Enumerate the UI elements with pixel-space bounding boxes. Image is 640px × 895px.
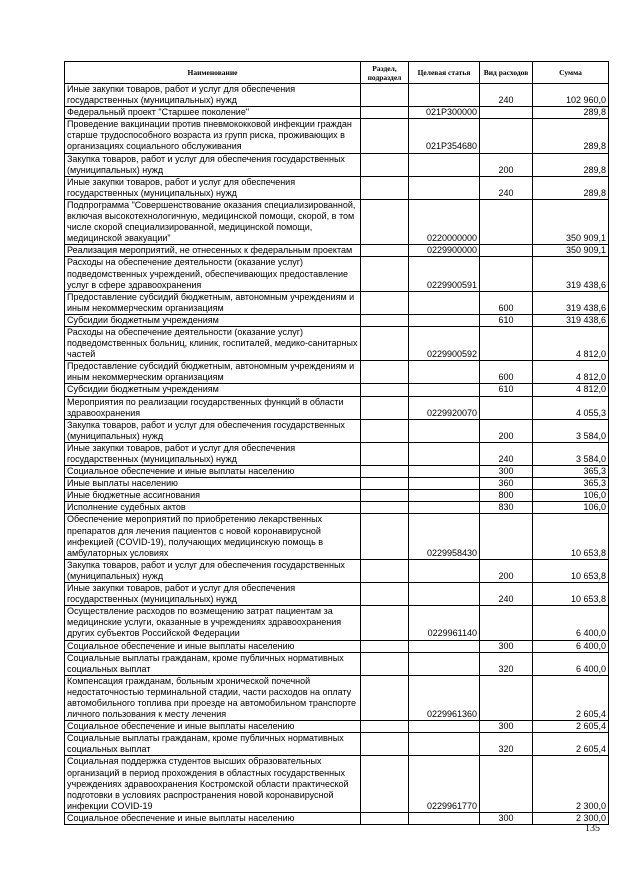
- cell-section: [361, 291, 409, 314]
- cell-name: Иные закупки товаров, работ и услуг для обеспечения государственных (муниципальных) нужд: [65, 84, 361, 107]
- cell-section: [361, 490, 409, 502]
- cell-target: [409, 478, 480, 490]
- table-row: [65, 326, 609, 360]
- table-row: [65, 756, 609, 812]
- cell-target: [409, 640, 480, 652]
- cell-kind: 320: [480, 652, 533, 675]
- cell-kind: 610: [480, 384, 533, 396]
- cell-name: Закупка товаров, работ и услуг для обеспечения государственных (муниципальных) нужд: [65, 153, 361, 176]
- cell-target: 0229900592: [409, 326, 480, 360]
- cell-kind: [480, 257, 533, 291]
- cell-kind: [480, 245, 533, 257]
- page-number: 135: [585, 823, 600, 834]
- cell-kind: 200: [480, 419, 533, 442]
- cell-section: [361, 419, 409, 442]
- cell-section: [361, 640, 409, 652]
- table-row: [65, 478, 609, 490]
- cell-target: [409, 384, 480, 396]
- cell-sum: 106,0: [533, 490, 609, 502]
- cell-name: Предоставление субсидий бюджетным, автономным учреждениям и иным некоммерческим организациям: [65, 361, 361, 384]
- cell-sum: 350 909,1: [533, 245, 609, 257]
- cell-target: [409, 291, 480, 314]
- cell-target: [409, 583, 480, 606]
- cell-name: Расходы на обеспечение деятельности (оказание услуг) подведомственных больниц, клиник, госпиталей, медико-санитарных частей: [65, 326, 361, 360]
- cell-target: [409, 502, 480, 514]
- cell-kind: 300: [480, 812, 533, 824]
- table-row: [65, 490, 609, 502]
- cell-kind: [480, 199, 533, 244]
- cell-section: [361, 384, 409, 396]
- cell-name: Иные выплаты населению: [65, 478, 361, 490]
- table-row: [65, 384, 609, 396]
- cell-sum: 6 400,0: [533, 606, 609, 640]
- cell-section: [361, 396, 409, 419]
- cell-target: [409, 652, 480, 675]
- cell-section: [361, 756, 409, 812]
- cell-kind: [480, 326, 533, 360]
- cell-name: Расходы на обеспечение деятельности (оказание услуг) подведомственных учреждений, обеспечивающих предоставление услуг в сфере здравоохранения: [65, 257, 361, 291]
- cell-name: Социальное обеспечение и иные выплаты населению: [65, 640, 361, 652]
- cell-target: [409, 466, 480, 478]
- cell-sum: 2 300,0: [533, 756, 609, 812]
- cell-sum: 106,0: [533, 502, 609, 514]
- cell-target: [409, 419, 480, 442]
- cell-target: [409, 442, 480, 465]
- cell-target: 0229961360: [409, 675, 480, 720]
- cell-section: [361, 583, 409, 606]
- cell-kind: 240: [480, 84, 533, 107]
- cell-name: Закупка товаров, работ и услуг для обеспечения государственных (муниципальных) нужд: [65, 419, 361, 442]
- table-body: [65, 84, 609, 825]
- cell-section: [361, 84, 409, 107]
- cell-sum: 10 653,8: [533, 514, 609, 559]
- cell-sum: 2 605,4: [533, 675, 609, 720]
- cell-section: [361, 361, 409, 384]
- cell-section: [361, 675, 409, 720]
- cell-kind: 610: [480, 314, 533, 326]
- cell-target: [409, 153, 480, 176]
- cell-sum: 4 055,3: [533, 396, 609, 419]
- cell-kind: 600: [480, 361, 533, 384]
- cell-kind: 320: [480, 733, 533, 756]
- table-row: [65, 502, 609, 514]
- cell-sum: 10 653,8: [533, 559, 609, 582]
- cell-kind: 830: [480, 502, 533, 514]
- cell-sum: 2 300,0: [533, 812, 609, 824]
- cell-target: 0229900000: [409, 245, 480, 257]
- table-row: [65, 314, 609, 326]
- cell-sum: 319 438,6: [533, 314, 609, 326]
- cell-target: 0229958430: [409, 514, 480, 559]
- header-row: [65, 62, 609, 84]
- cell-sum: 4 812,0: [533, 326, 609, 360]
- cell-section: [361, 559, 409, 582]
- cell-name: Осуществление расходов по возмещению затрат пациентам за медицинские услуги, оказанные в учреждениях здравоохранения других субъектов Российской Федерации: [65, 606, 361, 640]
- cell-kind: 800: [480, 490, 533, 502]
- cell-name: Компенсация гражданам, больным хронической почечной недостаточностью терминальной стадии, части расходов на оплату автомобильного топлива при проезде на автомобильном транспорте личного пользования к месту лечения: [65, 675, 361, 720]
- cell-name: Федеральный проект "Старшее поколение": [65, 107, 361, 119]
- cell-kind: [480, 756, 533, 812]
- cell-kind: 200: [480, 153, 533, 176]
- table-row: [65, 84, 609, 107]
- table-row: [65, 257, 609, 291]
- cell-sum: 6 400,0: [533, 640, 609, 652]
- cell-section: [361, 176, 409, 199]
- cell-name: Иные закупки товаров, работ и услуг для обеспечения государственных (муниципальных) нужд: [65, 583, 361, 606]
- cell-target: [409, 490, 480, 502]
- cell-section: [361, 502, 409, 514]
- table-row: [65, 153, 609, 176]
- cell-section: [361, 257, 409, 291]
- cell-kind: 240: [480, 583, 533, 606]
- cell-target: [409, 812, 480, 824]
- cell-sum: 2 605,4: [533, 721, 609, 733]
- table-row: [65, 583, 609, 606]
- table-row: [65, 514, 609, 559]
- budget-table: [64, 61, 609, 825]
- cell-section: [361, 652, 409, 675]
- cell-sum: 365,3: [533, 466, 609, 478]
- cell-target: [409, 559, 480, 582]
- cell-name: Мероприятия по реализации государственных функций в области здравоохранения: [65, 396, 361, 419]
- cell-sum: 289,8: [533, 176, 609, 199]
- cell-target: [409, 84, 480, 107]
- cell-target: 0229961140: [409, 606, 480, 640]
- table-row: [65, 176, 609, 199]
- cell-target: 021P300000: [409, 107, 480, 119]
- cell-kind: [480, 107, 533, 119]
- cell-kind: 600: [480, 291, 533, 314]
- cell-kind: 240: [480, 442, 533, 465]
- cell-kind: [480, 514, 533, 559]
- table-row: [65, 199, 609, 244]
- cell-sum: 4 812,0: [533, 384, 609, 396]
- table-row: [65, 652, 609, 675]
- cell-kind: 360: [480, 478, 533, 490]
- cell-section: [361, 606, 409, 640]
- cell-target: [409, 361, 480, 384]
- table-row: [65, 442, 609, 465]
- cell-name: Иные бюджетные ассигнования: [65, 490, 361, 502]
- cell-section: [361, 721, 409, 733]
- table-row: [65, 361, 609, 384]
- cell-name: Субсидии бюджетным учреждениям: [65, 384, 361, 396]
- table-row: [65, 245, 609, 257]
- cell-sum: 319 438,6: [533, 291, 609, 314]
- cell-name: Предоставление субсидий бюджетным, автономным учреждениям и иным некоммерческим организациям: [65, 291, 361, 314]
- table-row: [65, 733, 609, 756]
- cell-sum: 350 909,1: [533, 199, 609, 244]
- header-section: Раздел, подраздел: [361, 62, 409, 84]
- cell-name: Реализация мероприятий, не отнесенных к федеральным проектам: [65, 245, 361, 257]
- cell-target: [409, 176, 480, 199]
- cell-target: [409, 733, 480, 756]
- cell-section: [361, 442, 409, 465]
- header-name: Наименование: [65, 62, 361, 84]
- table-row: [65, 419, 609, 442]
- cell-section: [361, 326, 409, 360]
- table-row: [65, 559, 609, 582]
- cell-section: [361, 478, 409, 490]
- cell-section: [361, 466, 409, 478]
- cell-name: Социальная поддержка студентов высших образовательных организаций в период прохождения в областных государственных учреждениях здравоохранения Костромской области практической подготовки в условиях распространения новой коронавирусной инфекции COVID-19: [65, 756, 361, 812]
- cell-sum: 2 605,4: [533, 733, 609, 756]
- cell-sum: 289,8: [533, 107, 609, 119]
- cell-kind: 300: [480, 466, 533, 478]
- cell-section: [361, 514, 409, 559]
- cell-sum: 3 584,0: [533, 442, 609, 465]
- cell-section: [361, 733, 409, 756]
- cell-name: Иные закупки товаров, работ и услуг для обеспечения государственных (муниципальных) нужд: [65, 176, 361, 199]
- cell-target: 0229900591: [409, 257, 480, 291]
- cell-kind: [480, 396, 533, 419]
- cell-name: Социальное обеспечение и иные выплаты населению: [65, 721, 361, 733]
- cell-kind: [480, 119, 533, 153]
- cell-section: [361, 107, 409, 119]
- table-row: [65, 812, 609, 824]
- cell-target: 0229920070: [409, 396, 480, 419]
- table-row: [65, 721, 609, 733]
- table-row: [65, 291, 609, 314]
- cell-target: [409, 314, 480, 326]
- header-target: Целевая статья: [409, 62, 480, 84]
- table-row: [65, 119, 609, 153]
- table-row: [65, 396, 609, 419]
- cell-name: Обеспечение мероприятий по приобретению лекарственных препаратов для лечения пациентов с новой коронавирусной инфекцией (COVID-19), получающих медицинскую помощь в амбулаторных условиях: [65, 514, 361, 559]
- cell-sum: 102 960,0: [533, 84, 609, 107]
- table-row: [65, 675, 609, 720]
- cell-sum: 289,8: [533, 119, 609, 153]
- cell-section: [361, 153, 409, 176]
- cell-name: Социальное обеспечение и иные выплаты населению: [65, 812, 361, 824]
- cell-target: 021P354680: [409, 119, 480, 153]
- cell-sum: 6 400,0: [533, 652, 609, 675]
- cell-target: 0220000000: [409, 199, 480, 244]
- cell-section: [361, 119, 409, 153]
- table-row: [65, 107, 609, 119]
- table-row: [65, 640, 609, 652]
- cell-sum: 365,3: [533, 478, 609, 490]
- cell-kind: 200: [480, 559, 533, 582]
- cell-sum: 10 653,8: [533, 583, 609, 606]
- header-sum: Сумма: [533, 62, 609, 84]
- header-kind: Вид расходов: [480, 62, 533, 84]
- cell-section: [361, 812, 409, 824]
- cell-sum: 4 812,0: [533, 361, 609, 384]
- cell-name: Субсидии бюджетным учреждениям: [65, 314, 361, 326]
- cell-section: [361, 314, 409, 326]
- cell-name: Социальное обеспечение и иные выплаты населению: [65, 466, 361, 478]
- cell-target: [409, 721, 480, 733]
- cell-kind: 300: [480, 721, 533, 733]
- cell-name: Социальные выплаты гражданам, кроме публичных нормативных социальных выплат: [65, 652, 361, 675]
- cell-kind: 300: [480, 640, 533, 652]
- cell-kind: 240: [480, 176, 533, 199]
- cell-name: Проведение вакцинации против пневмококковой инфекции граждан старше трудоспособного возраста из групп риска, проживающих в организациях социального обслуживания: [65, 119, 361, 153]
- cell-name: Иные закупки товаров, работ и услуг для обеспечения государственных (муниципальных) нужд: [65, 442, 361, 465]
- cell-sum: 3 584,0: [533, 419, 609, 442]
- cell-target: 0229961770: [409, 756, 480, 812]
- cell-sum: 319 438,6: [533, 257, 609, 291]
- cell-kind: [480, 606, 533, 640]
- cell-name: Подпрограмма "Совершенствование оказания специализированной, включая высокотехнологичную, медицинской помощи, скорой, в том числе скорой специализированной, медицинской помощи, медицинской эвакуации": [65, 199, 361, 244]
- cell-sum: 289,8: [533, 153, 609, 176]
- table-row: [65, 466, 609, 478]
- cell-section: [361, 245, 409, 257]
- cell-name: Социальные выплаты гражданам, кроме публичных нормативных социальных выплат: [65, 733, 361, 756]
- cell-name: Исполнение судебных актов: [65, 502, 361, 514]
- cell-kind: [480, 675, 533, 720]
- cell-section: [361, 199, 409, 244]
- table-row: [65, 606, 609, 640]
- cell-name: Закупка товаров, работ и услуг для обеспечения государственных (муниципальных) нужд: [65, 559, 361, 582]
